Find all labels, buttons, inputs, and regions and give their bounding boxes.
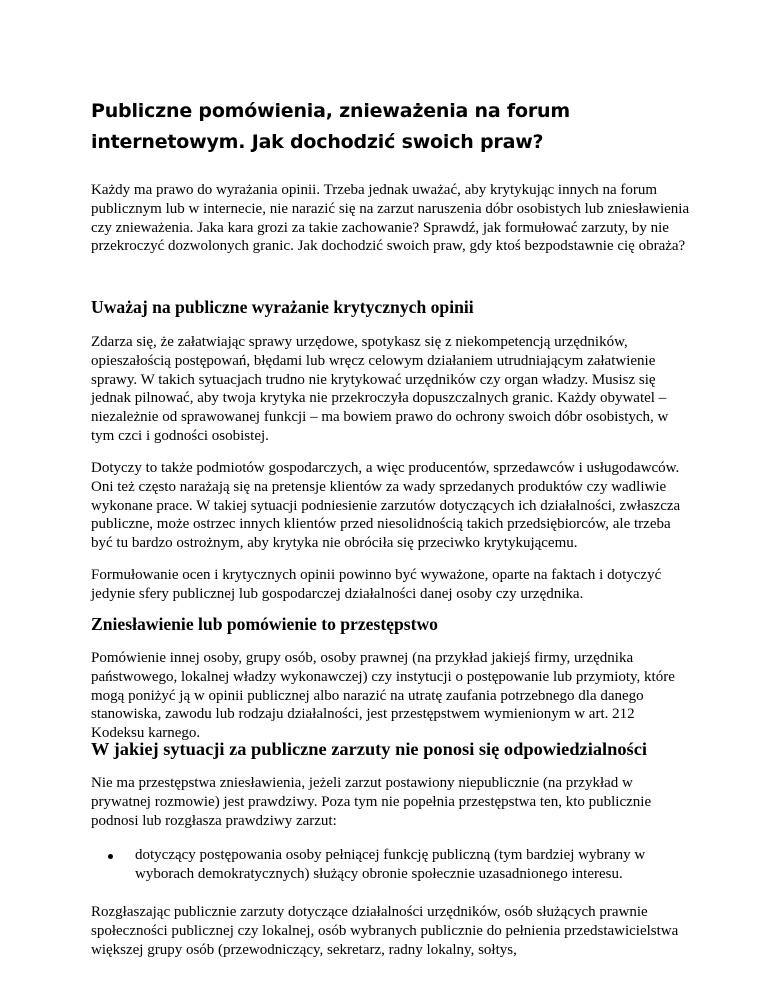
- list-item-text: dotyczący postępowania osoby pełniącej funkcję publiczną (tym bardziej wybrany w wyborach demokratycznych) służący obronie społecznie uzasadnionego interesu.: [135, 847, 646, 882]
- section-heading: W jakiej sytuacji za publiczne zarzuty nie ponosi się odpowiedzialności: [91, 739, 647, 759]
- bullet-icon: [108, 854, 113, 859]
- body-paragraph: Formułowanie ocen i krytycznych opinii powinno być wyważone, oparte na faktach i dotyczyć jedynie sfery publicznej lub gospodarczej działalności danej osoby czy urzędnika.: [91, 567, 662, 602]
- body-paragraph: Dotyczy to także podmiotów gospodarczych, a więc producentów, sprzedawców i usługodawców. Oni też często narażają się na pretensje klientów za wady sprzedanych produktów czy wadliwie wykonane prace. W takiej sytuacji podniesienie zarzutów dotyczących ich działalności, zwłaszcza publiczne, może ostrzec innych klientów przed niesolidnością takich przedsiębiorców, ale trzeba być tu bardzo ostrożnym, aby krytyka nie obróciła się przeciwko krytykującemu.: [91, 460, 681, 552]
- body-paragraph: Nie ma przestępstwa zniesławienia, jeżeli zarzut postawiony niepublicznie (na przykład w prywatnej rozmowie) jest prawdziwy. Poza tym nie popełnia przestępstwa ten, kto publicznie podnosi lub rozgłasza prawdziwy zarzut:: [91, 775, 652, 829]
- bullet-list: [91, 846, 691, 884]
- list-item: [91, 846, 691, 884]
- page-title: Publiczne pomówienia, znieważenia na forum internetowym. Jak dochodzić swoich praw?: [91, 100, 570, 153]
- body-paragraph: Rozgłaszając publicznie zarzuty dotyczące działalności urzędników, osób służących prawnie społeczności publicznej czy lokalnej, osób wybranych publicznie do pełnienia przedstawicielstwa większej grupy osób (przewodniczący, sekretarz, radny lokalny, sołtys,: [91, 904, 679, 958]
- intro-paragraph: Każdy ma prawo do wyrażania opinii. Trzeba jednak uważać, aby krytykując innych na forum publicznym lub w internecie, nie narazić się na zarzut naruszenia dóbr osobistych lub zniesławienia czy znieważenia. Jaka kara grozi za takie zachowanie? Sprawdź, jak formułować zarzuty, by nie przekroczyć dozwolonych granic. Jak dochodzić swoich praw, gdy ktoś bezpodstawnie cię obraża?: [91, 182, 690, 255]
- body-paragraph: Zdarza się, że załatwiając sprawy urzędowe, spotykasz się z niekompetencją urzędników, opieszałością postępowań, błędami lub wręcz celowym działaniem utrudniającym załatwienie sprawy. W takich sytuacjach trudno nie krytykować urzędników czy organ władzy. Musisz się jednak pilnować, aby twoja krytyka nie przekroczyła dopuszczalnych granic. Każdy obywatel – niezależnie od sprawowanej funkcji – ma bowiem prawo do ochrony swoich dóbr osobistych, w tym czci i godności osobistej.: [91, 334, 669, 444]
- section-heading: Zniesławienie lub pomówienie to przestępstwo: [91, 614, 438, 634]
- section-heading: Uważaj na publiczne wyrażanie krytycznych opinii: [91, 297, 474, 317]
- body-paragraph: Pomówienie innej osoby, grupy osób, osoby prawnej (na przykład jakiejś firmy, urzędnika państwowego, lokalnej władzy wykonawczej) czy instytucji o postępowanie lub przymioty, które mogą poniżyć ją w opinii publicznej albo narazić na utratę zaufania potrzebnego dla danego stanowiska, zawodu lub rodzaju działalności, jest przestępstwem wymienionym w art. 212 Kodeksu karnego.: [91, 650, 675, 742]
